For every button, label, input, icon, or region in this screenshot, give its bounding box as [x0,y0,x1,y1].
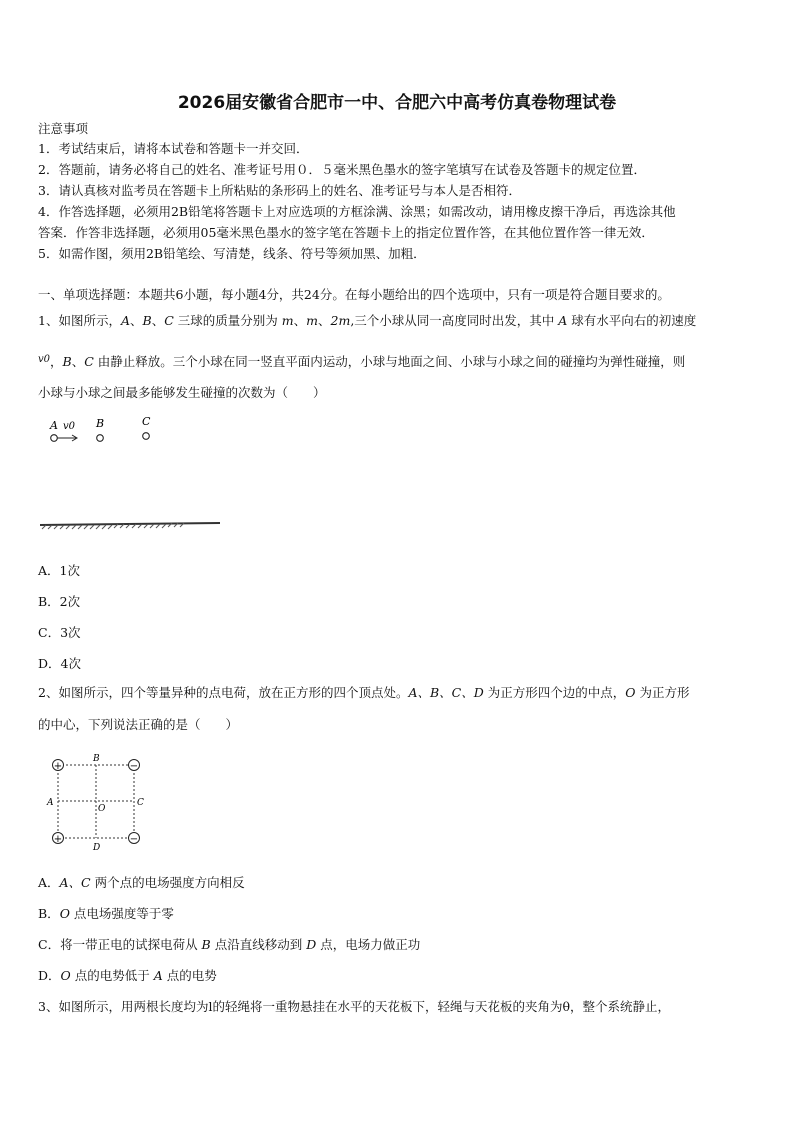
point-c-label: C [137,798,144,808]
page-title: 2026届安徽省合肥市一中、合肥六中高考仿真卷物理试卷 [177,93,617,113]
notice-item: 4．作答选择题，必须用2B铅笔将答题卡上对应选项的方框涂满、涂黑；如需改动，请用橡皮擦干净后，再选涂其他 [38,204,676,219]
section-heading: 一、单项选择题：本题共6小题，每小题4分，共24分。在每小题给出的四个选项中，只有一项是符合题目要求的。 [38,287,670,302]
question-1-stem-line3: 小球与小球之间最多能够发生碰撞的次数为（ ） [38,385,326,400]
svg-text:−: − [129,834,139,845]
notice-item: 5．如需作图，须用2B铅笔绘、写清楚，线条、符号等须加黑、加粗． [38,246,426,261]
question-1-figure [40,415,225,535]
question-2-stem-line2: 的中心，下列说法正确的是（ ） [38,717,239,732]
notice-heading: 注意事项 [38,121,89,136]
notice-item: 1．考试结束后，请将本试卷和答题卡一并交回． [38,141,309,156]
q1-option-c[interactable]: C．3次 [38,625,81,640]
q2-option-c[interactable]: C．将一带正电的试探电荷从 B 点沿直线移动到 D 点，电场力做正功 [38,937,421,952]
q1-option-a[interactable]: A．1次 [38,563,80,578]
question-1-stem: 1、如图所示，A、B、C 三球的质量分别为 m、m、2m,三个小球从同一高度同时出发，其中 A 球有水平向右的初速度 [38,313,697,328]
question-1-stem-line2: $^{v0}$，B、C 由静止释放。三个小球在同一竖直平面内运动，小球与地面之间、小球与小球之间的碰撞均为弹性碰撞，则 [38,354,686,369]
question-2-figure [44,750,154,855]
q1-option-d[interactable]: D．4次 [38,656,81,671]
q2-option-a[interactable]: A．A、C 两个点的电场强度方向相反 [38,875,245,890]
question-3-stem: 3、如图所示，用两根长度均为l的轻绳将一重物悬挂在水平的天花板下，轻绳与天花板的夹角为θ，整个系统静止， [38,999,670,1014]
label-v0: v0 [63,421,76,432]
svg-text:+: + [53,834,63,845]
ball-c [143,433,150,440]
label-c: C [142,415,151,428]
svg-text:−: − [129,761,139,772]
notice-item: 2．答题前，请务必将自己的姓名、准考证号用０．５毫米黑色墨水的签字笔填写在试卷及答题卡的规定位置． [38,162,646,177]
q2-option-d[interactable]: D．O 点的电势低于 A 点的电势 [38,968,217,983]
label-b: B [96,417,105,430]
point-d-label: D [93,843,101,853]
label-a: A [50,419,58,432]
q2-option-b[interactable]: B．O 点电场强度等于零 [38,906,174,921]
notice-item: 答案．作答非选择题，必须用05毫米黑色墨水的签字笔在答题卡上的指定位置作答，在其他位置作答一律无效． [38,225,654,240]
question-2-stem: 2、如图所示，四个等量异种的点电荷，放在正方形的四个顶点处。A、B、C、D 为正方形四个边的中点，O 为正方形 [38,685,690,700]
point-o-label: O [98,804,106,814]
q1-option-b[interactable]: B．2次 [38,594,81,609]
svg-text:+: + [53,761,63,772]
point-a-label: A [47,798,54,808]
ball-a [51,435,58,442]
ball-b [97,435,104,442]
notice-item: 3．请认真核对监考员在答题卡上所粘贴的条形码上的姓名、准考证号与本人是否相符． [38,183,521,198]
point-b-label: B [93,754,100,764]
